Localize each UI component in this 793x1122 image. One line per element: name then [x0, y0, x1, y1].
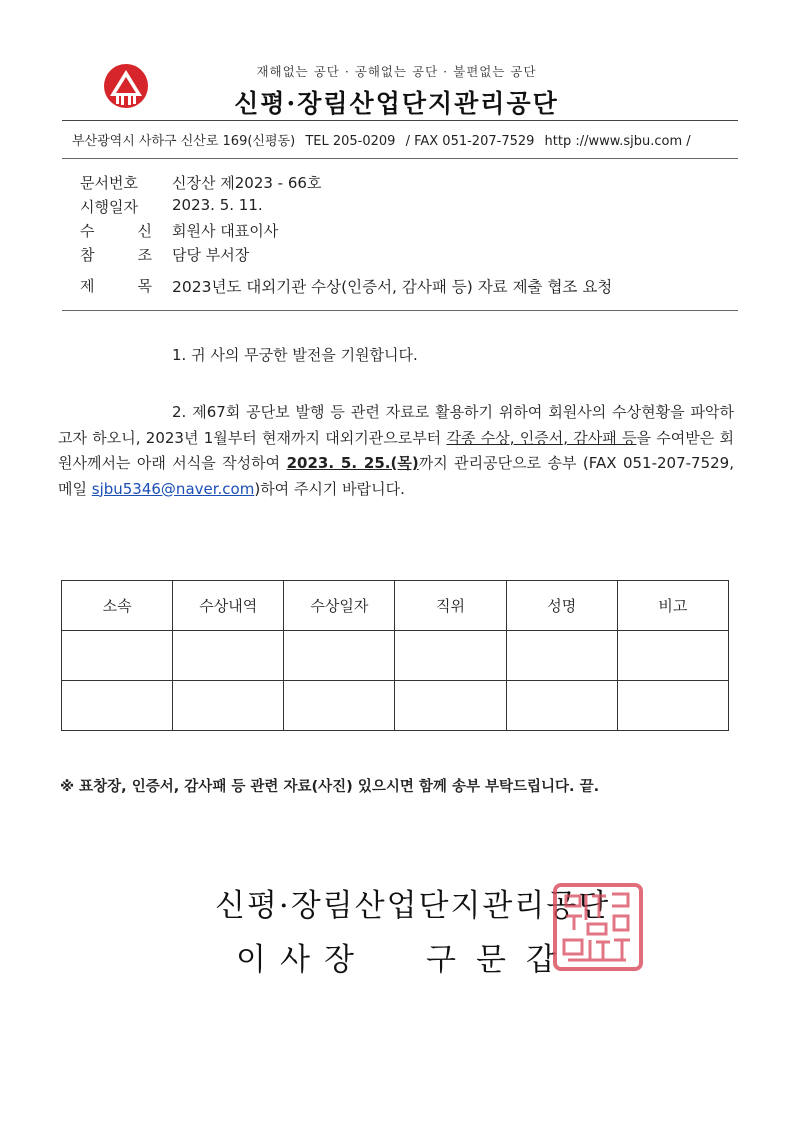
subject-label	[80, 275, 152, 296]
subject-label-char: 목	[137, 277, 152, 295]
award-form-table	[61, 580, 729, 731]
paragraph-2-text: 2. 제67회 공단보 발행 등 관련 자료로 활용하기 위하여 회원사의 수상현황을 파악하고자 하오니, 2023년 1월부터 현재까지 대외기관으로부터	[58, 403, 734, 447]
reference-label-char: 참	[80, 246, 95, 264]
table-row	[62, 681, 729, 731]
address: 부산광역시 사하구 신산로 169(신평동)	[72, 134, 296, 149]
column-header: 소속	[62, 581, 173, 631]
table-row	[62, 631, 729, 681]
recipient-value: 회원사 대표이사	[172, 222, 279, 240]
signature-title-char: 이	[236, 942, 266, 978]
recipient-label-char: 신	[137, 222, 152, 240]
slogan: 재해없는 공단 · 공해없는 공단 · 불편없는 공단	[256, 64, 537, 79]
signature-name-char: 구	[426, 942, 456, 978]
paragraph-2-text: )하여 주시기 바랍니다.	[254, 479, 405, 498]
signature-title-char: 장	[324, 942, 354, 978]
column-header: 직위	[395, 581, 506, 631]
column-header: 수상일자	[284, 581, 395, 631]
subject-value: 2023년도 대외기관 수상(인증서, 감사패 등) 자료 제출 협조 요청	[172, 278, 613, 296]
table-cell[interactable]	[617, 631, 728, 681]
reference-label	[80, 244, 152, 265]
paragraph-2-text: 까지 관리공단으로 송부 (FAX 051-207-7529, 메일	[58, 454, 734, 498]
table-cell[interactable]	[506, 681, 617, 731]
table-cell[interactable]	[173, 631, 284, 681]
organization-title: 신평·장림산업단지관리공단	[234, 89, 559, 118]
column-header: 비고	[617, 581, 728, 631]
table-cell[interactable]	[395, 681, 506, 731]
address-line	[72, 130, 697, 149]
doc-number-label: 문서번호	[80, 174, 138, 192]
reference-label-char: 조	[137, 246, 152, 264]
paragraph-2	[58, 400, 734, 502]
telephone: TEL 205-0209	[305, 134, 396, 149]
reference-value: 담당 부서장	[172, 246, 250, 264]
table-cell[interactable]	[617, 681, 728, 731]
subject-label-char: 제	[80, 277, 95, 295]
signature-name-char: 문	[476, 942, 506, 978]
table-header-row	[62, 581, 729, 631]
table-cell[interactable]	[62, 631, 173, 681]
official-seal-stamp-icon	[552, 882, 644, 972]
website: http ://www.sjbu.com /	[544, 134, 691, 149]
header-divider	[62, 120, 738, 121]
paragraph-2-text: 을 수여받은 회원사께서는 아래 서식을 작성하여	[58, 428, 734, 472]
table-cell[interactable]	[395, 631, 506, 681]
signature-name-line	[236, 934, 566, 979]
signature-title-char: 사	[280, 942, 310, 978]
address-divider	[62, 158, 738, 159]
table-cell[interactable]	[284, 631, 395, 681]
signature-name-char: 갑	[526, 942, 556, 978]
table-cell[interactable]	[62, 681, 173, 731]
footnote: ※ 표창장, 인증서, 감사패 등 관련 자료(사진) 있으시면 함께 송부 부탁드립니다. 끝.	[60, 779, 600, 795]
table-cell[interactable]	[506, 631, 617, 681]
signature-organization: 신평·장림산업단지관리공단	[215, 888, 611, 924]
date-value: 2023. 5. 11.	[172, 196, 263, 214]
recipient-label-char: 수	[80, 222, 95, 240]
award-types-underlined: 각종 수상, 인증서, 감사패 등	[446, 428, 637, 447]
deadline-date: 2023. 5. 25.(목)	[286, 454, 419, 472]
doc-number-value: 신장산 제2023 - 66호	[172, 174, 322, 192]
table-cell[interactable]	[173, 681, 284, 731]
fax: / FAX 051-207-7529	[405, 134, 535, 149]
paragraph-1: 1. 귀 사의 무궁한 발전을 기원합니다.	[172, 346, 418, 364]
column-header: 수상내역	[173, 581, 284, 631]
column-header: 성명	[506, 581, 617, 631]
date-label: 시행일자	[80, 198, 138, 216]
table-cell[interactable]	[284, 681, 395, 731]
meta-divider	[62, 310, 738, 311]
recipient-label	[80, 220, 152, 241]
email-link[interactable]: sjbu5346@naver.com	[91, 479, 255, 498]
